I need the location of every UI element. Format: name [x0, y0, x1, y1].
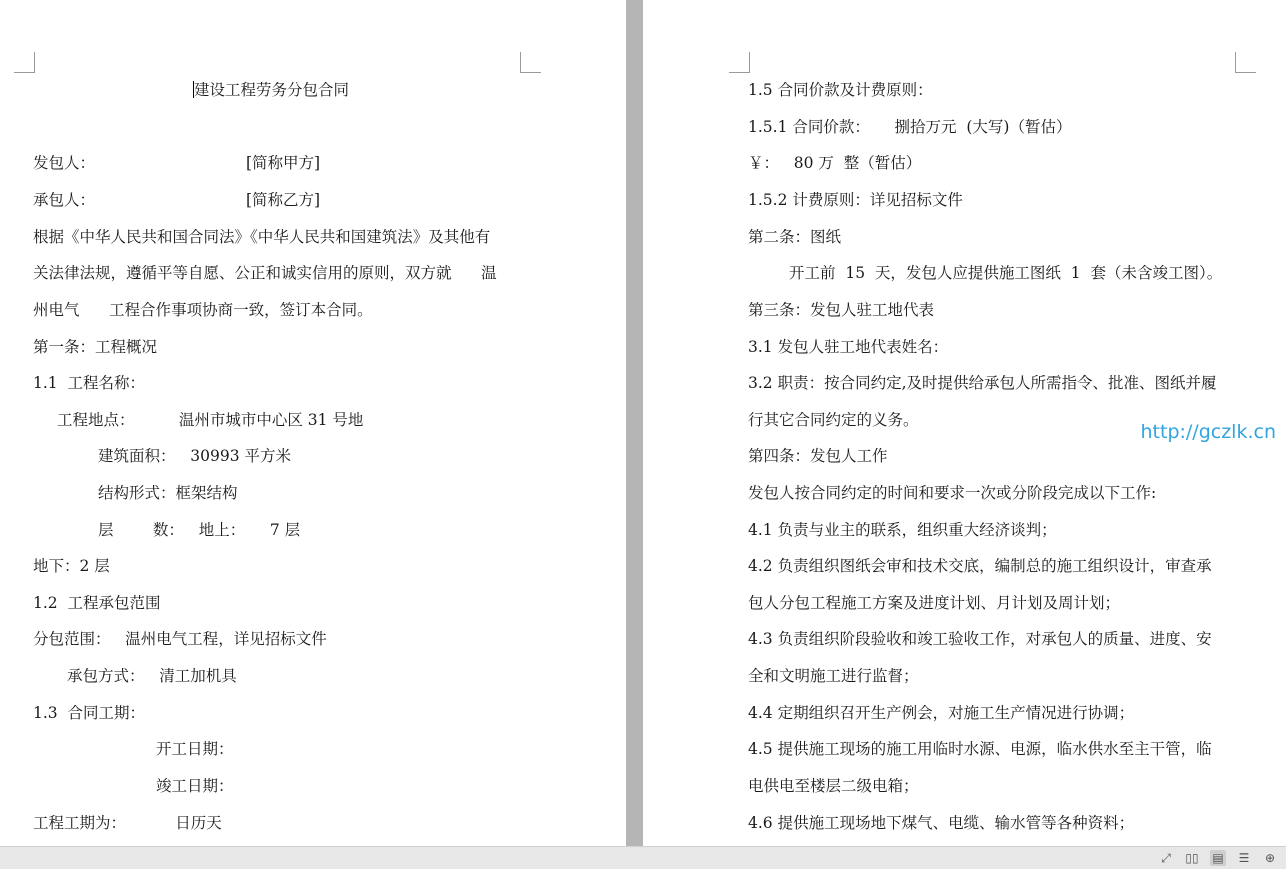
right-line-16: 4.3 负责组织阶段验收和竣工验收工作，对承包人的质量、进度、安 — [748, 630, 1212, 648]
left-line-21: 工程工期为： 日历天 — [33, 814, 222, 832]
left-line-16: 分包范围： 温州电气工程，详见招标文件 — [33, 630, 327, 648]
left-line-12: 结构形式：框架结构 — [98, 484, 238, 502]
left-line-19: 开工日期： — [156, 740, 234, 758]
left-line-13: 层 数： 地上： 7 层 — [98, 521, 301, 539]
right-line-6: 开工前 15 天，发包人应提供施工图纸 1 套（未含竣工图）。 — [789, 264, 1223, 282]
page-gutter — [626, 0, 643, 846]
left-line-7: 州电气 工程合作事项协商一致，签订本合同。 — [33, 301, 373, 319]
left-line-11: 建筑面积： 30993 平方米 — [98, 447, 292, 465]
right-line-15: 包人分包工程施工方案及进度计划、月计划及周计划； — [748, 594, 1121, 612]
document-page-left[interactable] — [0, 0, 626, 846]
left-line-18: 1.3 合同工期： — [33, 704, 146, 722]
left-line-6: 关法律法规，遵循平等自愿、公正和诚实信用的原则，双方就 温 — [33, 264, 497, 282]
right-line-11: 第四条：发包人工作 — [748, 447, 888, 465]
left-line-14: 地下：2 层 — [33, 557, 110, 575]
right-line-9: 3.2 职责：按合同约定,及时提供给承包人所需指令、批准、图纸并履 — [748, 374, 1217, 392]
right-line-5: 第二条：图纸 — [748, 228, 842, 246]
right-line-3: ￥： 80 万 整（暂估） — [748, 154, 922, 172]
right-line-1: 1.5 合同价款及计费原则： — [748, 81, 933, 99]
left-line-9: 1.1 工程名称： — [33, 374, 146, 392]
left-line-10: 工程地点： 温州市城市中心区 31 号地 — [57, 411, 364, 429]
left-line-2: [简称甲方] — [246, 154, 321, 172]
right-line-17: 全和文明施工进行监督； — [748, 667, 919, 685]
web-view-icon[interactable]: ⊕ — [1264, 851, 1276, 865]
right-line-20: 电供电至楼层二级电箱； — [748, 777, 919, 795]
right-line-21: 4.6 提供施工现场地下煤气、电缆、输水管等各种资料； — [748, 814, 1135, 832]
left-line-1: 发包人： — [33, 154, 96, 172]
crop-mark-top-left — [729, 52, 750, 73]
left-line-15: 1.2 工程承包范围 — [33, 594, 161, 612]
page-view-icon[interactable]: ▤ — [1210, 850, 1226, 866]
watermark-url: http://gczlk.cn — [1140, 421, 1276, 443]
left-line-17: 承包方式： 清工加机具 — [67, 667, 237, 685]
right-line-10: 行其它合同约定的义务。 — [748, 411, 919, 429]
right-line-7: 第三条：发包人驻工地代表 — [748, 301, 935, 319]
fullscreen-icon[interactable]: ⤢ — [1161, 851, 1171, 865]
right-line-4: 1.5.2 计费原则：详见招标文件 — [748, 191, 963, 209]
left-line-4: [简称乙方] — [246, 191, 321, 209]
left-line-20: 竣工日期： — [156, 777, 234, 795]
right-line-14: 4.2 负责组织图纸会审和技术交底，编制总的施工组织设计，审查承 — [748, 557, 1212, 575]
status-bar — [0, 846, 1286, 869]
right-line-19: 4.5 提供施工现场的施工用临时水源、电源，临水供水至主干管，临 — [748, 740, 1212, 758]
right-line-18: 4.4 定期组织召开生产例会，对施工生产情况进行协调； — [748, 704, 1135, 722]
left-line-3: 承包人： — [33, 191, 96, 209]
crop-mark-top-left — [14, 52, 35, 73]
crop-mark-top-right — [1235, 52, 1256, 73]
reading-view-icon[interactable]: ▯▯ — [1185, 851, 1199, 865]
document-title: 建设工程劳务分包合同 — [194, 81, 350, 99]
left-line-5: 根据《中华人民共和国合同法》《中华人民共和国建筑法》及其他有 — [33, 228, 491, 246]
right-line-2: 1.5.1 合同价款： 捌拾万元 (大写)（暂估） — [748, 118, 1072, 136]
left-line-8: 第一条：工程概况 — [33, 338, 158, 356]
right-line-13: 4.1 负责与业主的联系，组织重大经济谈判； — [748, 521, 1057, 539]
right-line-8: 3.1 发包人驻工地代表姓名： — [748, 338, 949, 356]
crop-mark-top-right — [520, 52, 541, 73]
outline-view-icon[interactable]: ☰ — [1238, 851, 1250, 865]
right-line-12: 发包人按合同约定的时间和要求一次或分阶段完成以下工作: — [748, 484, 1157, 502]
